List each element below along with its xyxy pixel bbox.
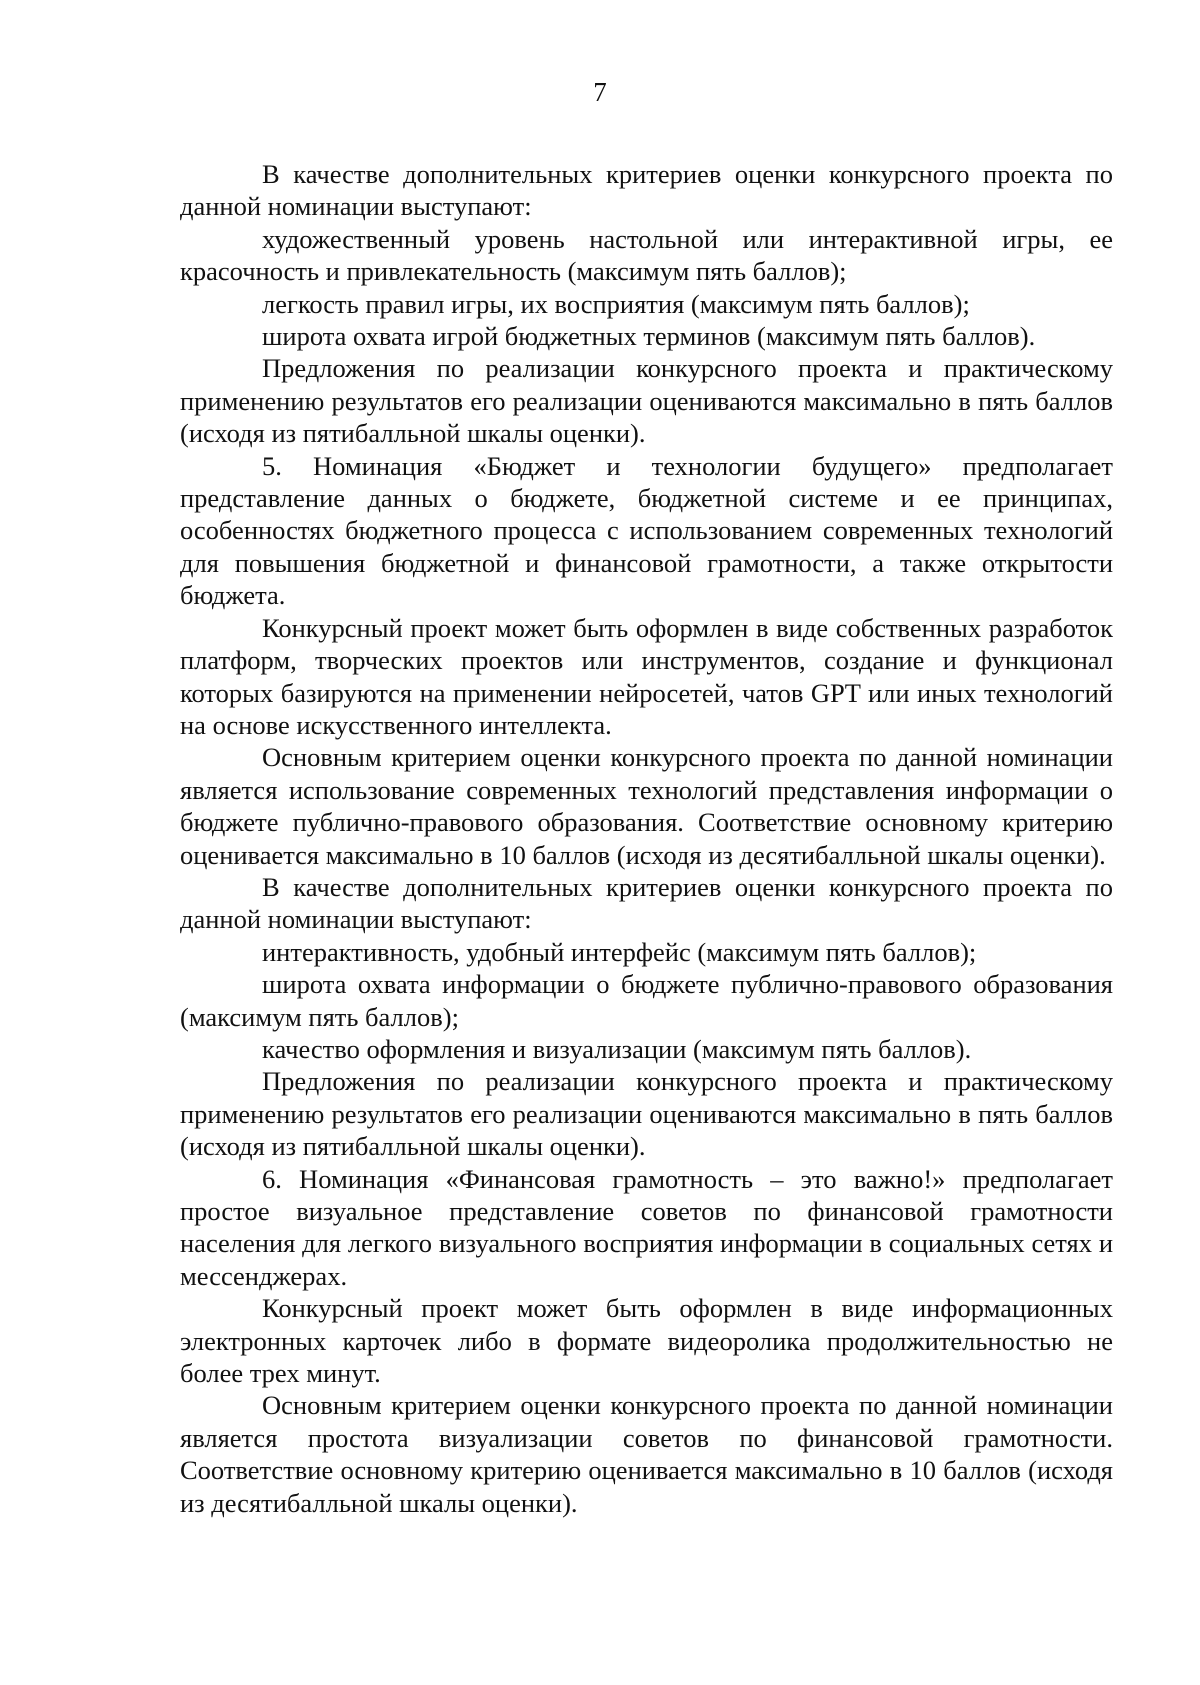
paragraph-criterion-rules-ease: легкость правил игры, их восприятия (максимум пять баллов); bbox=[262, 288, 970, 319]
paragraph-criterion-terms-coverage: широта охвата игрой бюджетных терминов (максимум пять баллов). bbox=[262, 321, 1036, 352]
paragraph-nomination-5: 5. Номинация «Бюджет и технологии будущего» предполагает представление данных о бюджете, бюджетной системе и ее принципах, особенностях бюджетного процесса с использованием современных технологий для повышения бюджетной и финансовой грамотности, а также открытости бюджета. bbox=[180, 450, 1113, 611]
paragraph-criterion-interactivity: интерактивность, удобный интерфейс (максимум пять баллов); bbox=[262, 936, 977, 967]
paragraph-implementation-proposals: Предложения по реализации конкурсного проекта и практическому применению результатов его реализации оцениваются максимально в пять баллов (исходя из пятибалльной шкалы оценки). bbox=[180, 353, 1113, 449]
paragraph-implementation-proposals-2: Предложения по реализации конкурсного проекта и практическому применению результатов его реализации оцениваются максимально в пять баллов (исходя из пятибалльной шкалы оценки). bbox=[180, 1066, 1113, 1162]
paragraph-nomination-6: 6. Номинация «Финансовая грамотность – это важно!» предполагает простое визуальное представление советов по финансовой грамотности населения для легкого визуального восприятия информации в социальных сетях и мессенджерах. bbox=[180, 1163, 1113, 1291]
paragraph-additional-criteria-intro: В качестве дополнительных критериев оценки конкурсного проекта по данной номинации выступают: bbox=[180, 159, 1113, 222]
paragraph-nomination-6-format: Конкурсный проект может быть оформлен в виде информационных электронных карточек либо в формате видеоролика продолжительностью не более трех минут. bbox=[180, 1293, 1113, 1389]
paragraph-nomination-6-main-criterion: Основным критерием оценки конкурсного проекта по данной номинации является простота визуализации советов по финансовой грамотности. Соответствие основному критерию оценивается максимально в 10 баллов (исходя из десятибалльной шкалы оценки). bbox=[180, 1390, 1113, 1518]
document-body bbox=[180, 158, 1113, 1519]
paragraph-nomination-5-format: Конкурсный проект может быть оформлен в виде собственных разработок платформ, творческих проектов или инструментов, создание и функционал которых базируются на применении нейросетей, чатов GPT или иных технологий на основе искусственного интеллекта. bbox=[180, 612, 1113, 740]
paragraph-criterion-design-quality: качество оформления и визуализации (максимум пять баллов). bbox=[262, 1033, 972, 1064]
paragraph-additional-criteria-intro-2: В качестве дополнительных критериев оценки конкурсного проекта по данной номинации выступают: bbox=[180, 871, 1113, 935]
paragraph-criterion-artistic-level: художественный уровень настольной или интерактивной игры, ее красочность и привлекательность (максимум пять баллов); bbox=[180, 223, 1113, 287]
paragraph-criterion-information-coverage: широта охвата информации о бюджете публично-правового образования (максимум пять баллов); bbox=[180, 969, 1113, 1032]
page-number: 7 bbox=[593, 77, 607, 107]
paragraph-nomination-5-main-criterion: Основным критерием оценки конкурсного проекта по данной номинации является использование современных технологий представления информации о бюджете публично-правового образования. Соответствие основному критерию оценивается максимально в 10 баллов (исходя из десятибалльной шкалы оценки). bbox=[180, 742, 1113, 870]
